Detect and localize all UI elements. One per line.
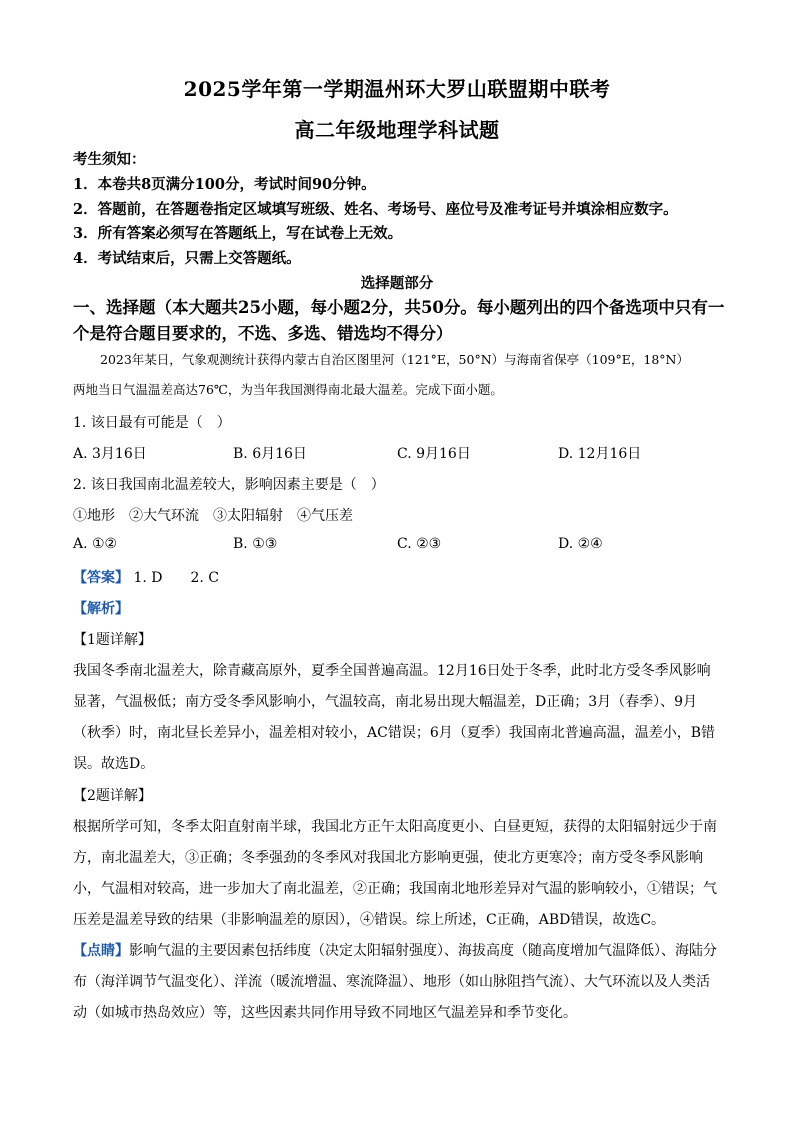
notice-heading: 考生须知： [73,151,146,168]
key-point-text-1: 影响气温的主要因素包括纬度（决定太阳辐射强度）、海拔高度（随高度增加气温降低）、海陆分 [129,943,717,959]
question-2-option-b: B. ①③ [233,536,278,552]
question-1-option-a: A. 3月16日 [73,446,147,462]
question-2-stem: 2. 该日我国南北温差较大，影响因素主要是（ ） [73,477,385,493]
q1-detail-line-1: 我国冬季南北温差大，除青藏高原外，夏季全国普遍高温。12月16日处于冬季，此时北方受冬季风影响 [73,663,711,679]
q1-detail-heading: 【1题详解】 [73,632,152,648]
exam-subtitle: 高二年级地理学科试题 [294,118,500,142]
section-instruction-line-2: 个是符合题目要求的，不选、多选、错选均不得分） [73,324,453,343]
answer-tag: 【答案】 [73,570,129,586]
exam-title: 2025学年第一学期温州环大罗山联盟期中联考 [183,77,611,101]
answer-row [73,567,733,587]
notice-item-2: 2．答题前，在答题卷指定区域填写班级、姓名、考场号、座位号及准考证号并填涂相应数字。 [73,201,678,218]
passage-line-2: 两地当日气温温差高达76℃，为当年我国测得南北最大温差。完成下面小题。 [73,382,503,397]
passage-line-1: 2023年某日，气象观测统计获得内蒙古自治区图里河（121°E，50°N）与海南省保亭（109°E，18°N） [100,352,689,367]
section-heading: 选择题部分 [360,275,434,292]
key-point-tag: 【点睛】 [73,943,129,959]
section-instruction-line-1: 一、选择题（本大题共25小题，每小题2分，共50分。每小题列出的四个备选项中只有一 [73,298,725,317]
analysis-tag: 【解析】 [73,601,129,617]
q2-detail-heading: 【2题详解】 [73,788,152,804]
q2-detail-line-1: 根据所学可知，冬季太阳直射南半球，我国北方正午太阳高度更小、白昼更短，获得的太阳辐射远少于南 [73,819,717,835]
question-2-choices: ①地形 ②大气环流 ③太阳辐射 ④气压差 [73,508,353,524]
answer-value: 1. D 2. C [133,570,220,586]
q2-detail-line-3: 小，气温相对较高，进一步加大了南北温差，②正确；我国南北地形差异对气温的影响较小，①错误；气 [73,881,717,897]
question-2-option-a: A. ①② [73,536,118,552]
question-2-option-c: C. ②③ [397,536,442,552]
key-point-line-3: 动（如城市热岛效应）等，这些因素共同作用导致不同地区气温差异和季节变化。 [73,1005,577,1021]
notice-item-4: 4．考试结束后，只需上交答题纸。 [73,250,301,267]
notice-item-1: 1．本卷共8页满分100分，考试时间90分钟。 [73,176,376,193]
q1-detail-line-2: 显著，气温极低；南方受冬季风影响小，气温较高，南北易出现大幅温差，D正确；3月（春季）、9月 [73,694,698,710]
notice-item-3: 3．所有答案必须写在答题纸上，写在试卷上无效。 [73,225,403,242]
question-1-option-d: D. 12月16日 [558,446,642,462]
question-1-option-b: B. 6月16日 [233,446,307,462]
q2-detail-line-4: 压差是温差导致的结果（非影响温差的原因），④错误。综上所述，C正确，ABD错误，故选C。 [73,912,666,928]
key-point-line-1 [73,940,733,960]
question-1-stem: 1. 该日最有可能是（ ） [73,415,231,431]
question-2-option-d: D. ②④ [558,536,603,552]
q1-detail-line-3: （秋季）时，南北昼长差异小，温差相对较小，AC错误；6月（夏季）我国南北普遍高温，温差小，B错 [73,725,716,741]
key-point-line-2: 布（海洋调节气温变化）、洋流（暖流增温、寒流降温）、地形（如山脉阻挡气流）、大气环流以及人类活 [73,974,710,990]
q1-detail-line-4: 误。故选D。 [73,756,155,772]
q2-detail-line-2: 方，南北温差大，③正确；冬季强劲的冬季风对我国北方影响更强，使北方更寒冷；南方受冬季风影响 [73,850,703,866]
analysis-row [73,598,733,618]
question-1-option-c: C. 9月16日 [397,446,471,462]
